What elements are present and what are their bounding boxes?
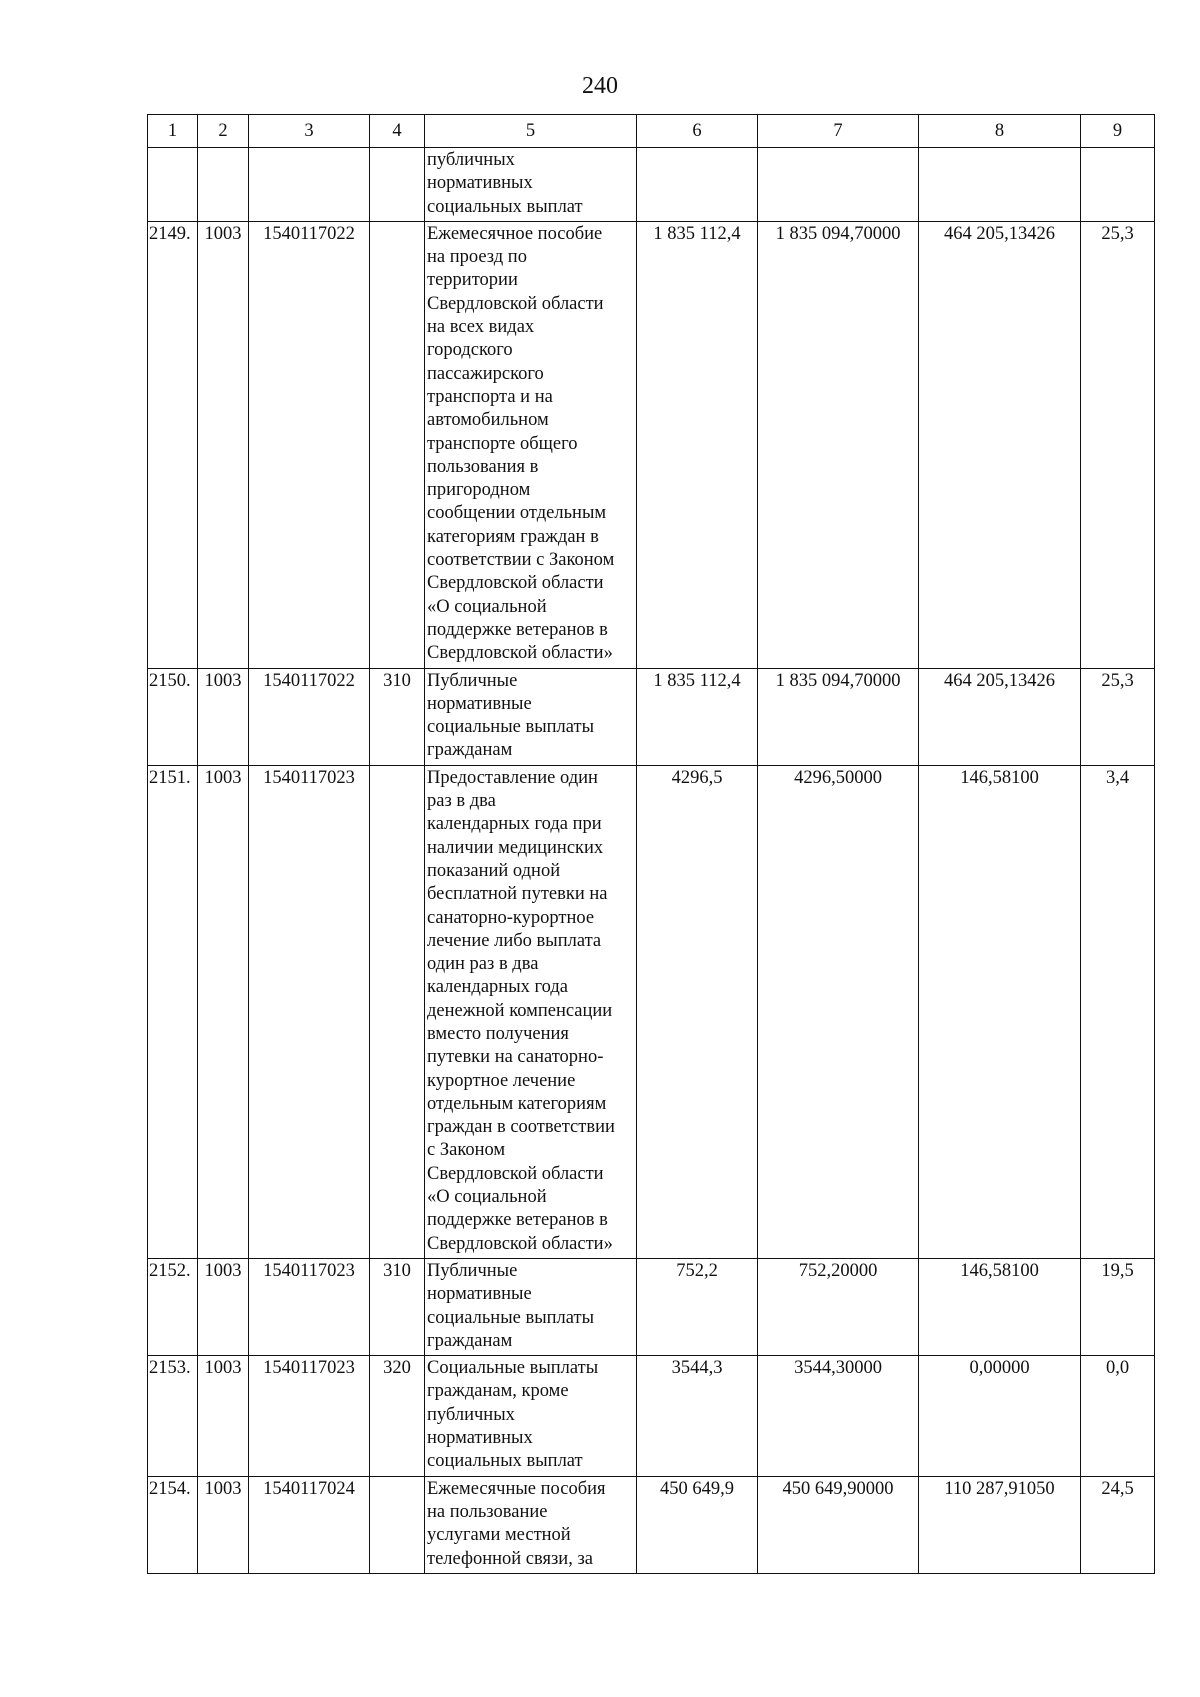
description-line: транспорте общего: [427, 433, 578, 454]
plan-amount-cell: 4296,50000: [758, 765, 919, 1258]
expense-type-cell: [370, 148, 425, 222]
description-line: Свердловской области: [427, 1163, 604, 1184]
percent-cell: 19,5: [1081, 1258, 1155, 1355]
approved-amount-cell: 1 835 112,4: [637, 221, 758, 668]
column-number: 9: [1081, 115, 1155, 148]
expense-type-cell: 310: [370, 1258, 425, 1355]
target-article-cell: 1540117023: [249, 1258, 370, 1355]
description-line: календарных года при: [427, 814, 602, 835]
description-line: Предоставление один: [427, 767, 598, 788]
description-line: сообщении отдельным: [427, 503, 607, 524]
page-number: 240: [582, 73, 618, 99]
description-line: на проезд по: [427, 247, 527, 268]
description-line: соответствии с Законом: [427, 550, 615, 571]
section-code-cell: [198, 148, 249, 222]
description-line: отдельным категориям: [427, 1093, 607, 1114]
description-line: гражданам: [427, 740, 513, 761]
description-line: пригородном: [427, 480, 531, 501]
description-line: социальные выплаты: [427, 1307, 595, 1328]
table-row: [148, 765, 1155, 1258]
description-cell: [425, 1258, 637, 1355]
description-line: наличии медицинских: [427, 837, 604, 858]
description-line: граждан в соответствии: [427, 1117, 615, 1138]
description-line: территории: [427, 270, 518, 291]
description-cell: [425, 1356, 637, 1476]
description-cell: [425, 148, 637, 222]
description-line: социальных выплат: [427, 196, 583, 217]
row-number-cell: 2149.: [148, 221, 198, 668]
row-number-cell: 2150.: [148, 668, 198, 765]
description-line: гражданам: [427, 1330, 513, 1351]
executed-amount-cell: 464 205,13426: [919, 221, 1081, 668]
description-line: Социальные выплаты: [427, 1358, 599, 1379]
expense-type-cell: 310: [370, 668, 425, 765]
description-line: Ежемесячное пособие: [427, 223, 603, 244]
description-line: один раз в два: [427, 954, 539, 975]
description-line: поддержке ветеранов в: [427, 619, 608, 640]
table-row: [148, 221, 1155, 668]
executed-amount-cell: [919, 148, 1081, 222]
description-line: показаний одной: [427, 860, 561, 881]
description-line: Свердловской области: [427, 293, 604, 314]
description-line: нормативные: [427, 693, 532, 714]
description-line: курортное лечение: [427, 1070, 576, 1091]
approved-amount-cell: 3544,3: [637, 1356, 758, 1476]
table-body: [148, 115, 1155, 1574]
description-line: денежной компенсации: [427, 1000, 613, 1021]
table-row: [148, 148, 1155, 222]
description-line: с Законом: [427, 1140, 506, 1161]
table-row: [148, 1258, 1155, 1355]
approved-amount-cell: 752,2: [637, 1258, 758, 1355]
description-line: бесплатной путевки на: [427, 884, 608, 905]
column-number: 3: [249, 115, 370, 148]
plan-amount-cell: 1 835 094,70000: [758, 668, 919, 765]
column-number: 5: [425, 115, 637, 148]
section-code-cell: 1003: [198, 1476, 249, 1573]
description-cell: [425, 765, 637, 1258]
percent-cell: 0,0: [1081, 1356, 1155, 1476]
description-line: календарных года: [427, 977, 568, 998]
section-code-cell: 1003: [198, 1258, 249, 1355]
description-line: нормативных: [427, 173, 533, 194]
description-line: публичных: [427, 150, 515, 170]
description-line: «О социальной: [427, 1187, 547, 1208]
row-number-cell: [148, 148, 198, 222]
section-code-cell: 1003: [198, 1356, 249, 1476]
description-line: на пользование: [427, 1501, 548, 1522]
target-article-cell: [249, 148, 370, 222]
description-line: социальных выплат: [427, 1451, 583, 1472]
description-line: нормативные: [427, 1284, 532, 1305]
column-number: 7: [758, 115, 919, 148]
description-line: Свердловской области»: [427, 1233, 613, 1254]
column-number: 6: [637, 115, 758, 148]
description-line: транспорта и на: [427, 386, 553, 407]
description-line: социальные выплаты: [427, 717, 595, 738]
section-code-cell: 1003: [198, 668, 249, 765]
executed-amount-cell: 0,00000: [919, 1356, 1081, 1476]
percent-cell: 25,3: [1081, 668, 1155, 765]
expense-type-cell: [370, 1476, 425, 1573]
plan-amount-cell: 752,20000: [758, 1258, 919, 1355]
expense-type-cell: 320: [370, 1356, 425, 1476]
executed-amount-cell: 146,58100: [919, 1258, 1081, 1355]
executed-amount-cell: 464 205,13426: [919, 668, 1081, 765]
description-line: нормативных: [427, 1428, 533, 1449]
plan-amount-cell: [758, 148, 919, 222]
description-line: вместо получения: [427, 1023, 569, 1044]
budget-table: [147, 114, 1155, 1574]
executed-amount-cell: 110 287,91050: [919, 1476, 1081, 1573]
expense-type-cell: [370, 765, 425, 1258]
description-line: городского: [427, 340, 513, 361]
table-row: [148, 1476, 1155, 1573]
description-line: услугами местной: [427, 1525, 571, 1546]
plan-amount-cell: 1 835 094,70000: [758, 221, 919, 668]
description-line: Ежемесячные пособия: [427, 1478, 606, 1499]
table-row: [148, 668, 1155, 765]
percent-cell: 24,5: [1081, 1476, 1155, 1573]
description-line: Свердловской области: [427, 573, 604, 594]
description-line: «О социальной: [427, 596, 547, 617]
section-code-cell: 1003: [198, 221, 249, 668]
description-cell: [425, 221, 637, 668]
description-line: санаторно-курортное: [427, 907, 595, 928]
section-code-cell: 1003: [198, 765, 249, 1258]
description-line: категориям граждан в: [427, 526, 599, 547]
target-article-cell: 1540117022: [249, 221, 370, 668]
description-line: лечение либо выплата: [427, 930, 602, 951]
target-article-cell: 1540117023: [249, 1356, 370, 1476]
description-line: телефонной связи, за: [427, 1548, 593, 1569]
description-line: Публичные: [427, 670, 518, 691]
description-cell: [425, 668, 637, 765]
row-number-cell: 2152.: [148, 1258, 198, 1355]
percent-cell: 25,3: [1081, 221, 1155, 668]
description-line: Публичные: [427, 1260, 518, 1281]
executed-amount-cell: 146,58100: [919, 765, 1081, 1258]
approved-amount-cell: [637, 148, 758, 222]
description-line: публичных: [427, 1404, 515, 1425]
percent-cell: [1081, 148, 1155, 222]
description-line: поддержке ветеранов в: [427, 1210, 608, 1231]
plan-amount-cell: 450 649,90000: [758, 1476, 919, 1573]
column-number: 1: [148, 115, 198, 148]
column-number: 4: [370, 115, 425, 148]
description-line: пользования в: [427, 456, 539, 477]
row-number-cell: 2154.: [148, 1476, 198, 1573]
description-line: раз в два: [427, 791, 496, 812]
description-line: гражданам, кроме: [427, 1381, 569, 1402]
table-row: [148, 1356, 1155, 1476]
column-number: 2: [198, 115, 249, 148]
row-number-cell: 2153.: [148, 1356, 198, 1476]
description-line: автомобильном: [427, 410, 549, 431]
target-article-cell: 1540117024: [249, 1476, 370, 1573]
column-number-row: [148, 115, 1155, 148]
description-line: пассажирского: [427, 363, 544, 384]
approved-amount-cell: 450 649,9: [637, 1476, 758, 1573]
approved-amount-cell: 4296,5: [637, 765, 758, 1258]
description-cell: [425, 1476, 637, 1573]
expense-type-cell: [370, 221, 425, 668]
column-number: 8: [919, 115, 1081, 148]
approved-amount-cell: 1 835 112,4: [637, 668, 758, 765]
description-line: на всех видах: [427, 317, 535, 338]
description-line: путевки на санаторно-: [427, 1047, 604, 1068]
target-article-cell: 1540117023: [249, 765, 370, 1258]
percent-cell: 3,4: [1081, 765, 1155, 1258]
row-number-cell: 2151.: [148, 765, 198, 1258]
plan-amount-cell: 3544,30000: [758, 1356, 919, 1476]
target-article-cell: 1540117022: [249, 668, 370, 765]
description-line: Свердловской области»: [427, 643, 613, 664]
